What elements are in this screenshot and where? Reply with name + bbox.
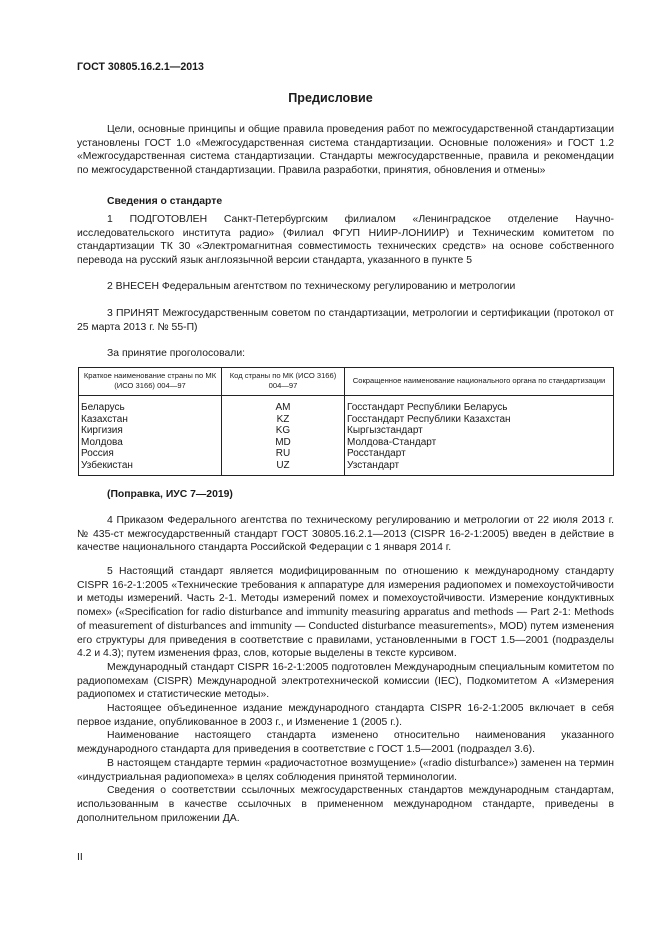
- cell-country: Россия: [79, 448, 222, 460]
- cispr-paragraph: Международный стандарт CISPR 16-2-1:2005 подготовлен Международным специальным комитетом по радиопомехам (CISPR) Международной электротехнической комиссии (IEC), Подкомитетом А «Измерения радиопомех и статистические методы».: [77, 661, 614, 701]
- table-header-row: [79, 368, 614, 396]
- header-code: Код страны по МК (ИСО 3166) 004—97: [222, 368, 345, 396]
- table-row: [79, 414, 614, 426]
- table-row: [79, 396, 614, 414]
- intro-paragraph: [77, 123, 614, 178]
- cell-code: MD: [222, 437, 345, 449]
- item-5-text: 5 Настоящий стандарт является модифицированным по отношению к международному стандарту CISPR 16-2-1:2005 «Технические требования к аппаратуре для измерения радиопомех и помехоустойчивости и методы измерений. Часть 2-1. Методы измерений помех и помехоустойчивости. Измерение кондуктивных помех» («Specification for radio disturbance and immunity measuring apparatus and methods — Part 2-1: Methods of measurement of disturbances and immunity — Conducted disturbance measurements», MOD) путем изменения его структуры для приведения в соответствие с правилами, установленными в ГОСТ 1.5—2001 (подразделы 4.2 и 4.3); путем изменения фраз, слов, которые выделены в тексте курсивом.: [77, 566, 614, 660]
- intro-text: Цели, основные принципы и общие правила проведения работ по межгосударственной стандартизации установлены ГОСТ 1.0 «Межгосударственная система стандартизации. Основные положения» и ГОСТ 1.2 «Межгосударственная система стандартизации. Стандарты межгосударственные, правила и рекомендации по межгосударственной стандартизации. Правила разработки, принятия, обновления и отмены»: [77, 124, 614, 177]
- info-heading-block: [77, 195, 614, 209]
- cell-body: Молдова-Стандарт: [345, 437, 614, 449]
- table-row: [79, 460, 614, 475]
- term-paragraph: В настоящем стандарте термин «радиочастотное возмущение» («radio disturbance») заменен на термин «индустриальная радиопомеха» в целях соблюдения принятой терминологии.: [77, 757, 614, 783]
- info-heading: Сведения о стандарте: [107, 196, 223, 207]
- table-row: [79, 425, 614, 437]
- cell-country: Киргизия: [79, 425, 222, 437]
- cell-body: Росстандарт: [345, 448, 614, 460]
- cell-country: Беларусь: [79, 396, 222, 414]
- item-4: [77, 514, 614, 555]
- amendment-block: [77, 488, 614, 502]
- cell-body: Госстандарт Республики Казахстан: [345, 414, 614, 426]
- page-title: Предисловие: [288, 91, 373, 105]
- cell-body: Кыргызстандарт: [345, 425, 614, 437]
- item-5: [77, 565, 614, 825]
- name-paragraph: Наименование настоящего стандарта изменено относительно наименования указанного международного стандарта для приведения в соответствие с ГОСТ 1.5—2001 (подраздел 3.6).: [77, 730, 614, 756]
- item-3: [77, 307, 614, 334]
- cell-country: Молдова: [79, 437, 222, 449]
- cell-code: RU: [222, 448, 345, 460]
- item-4-text: 4 Приказом Федерального агентства по техническому регулированию и метрологии от 22 июля 2013 г. № 435-ст межгосударственный стандарт ГОСТ 30805.16.2.1—2013 (CISPR 16-2-1:2005) введен в действие в качестве национального стандарта Российской Федерации с 1 января 2014 г.: [77, 515, 614, 554]
- cell-country: Узбекистан: [79, 460, 222, 475]
- references-paragraph: Сведения о соответствии ссылочных межгосударственных стандартов международным стандартам, использованным в качестве ссылочных в примененном международном стандарте, приведены в дополнительном приложении ДА.: [77, 785, 614, 824]
- voted-label-block: [77, 347, 614, 361]
- table-row: [79, 448, 614, 460]
- item-2-text: 2 ВНЕСЕН Федеральным агентством по техническому регулированию и метрологии: [107, 281, 516, 292]
- item-2: [77, 280, 614, 294]
- cell-country: Казахстан: [79, 414, 222, 426]
- amendment-note: (Поправка, ИУС 7—2019): [107, 489, 233, 500]
- table-row: [79, 437, 614, 449]
- cell-body: Госстандарт Республики Беларусь: [345, 396, 614, 414]
- item-1-text: 1 ПОДГОТОВЛЕН Санкт-Петербургским филиалом «Ленинградское отделение Научно-исследовательского института радио» (Филиал ФГУП НИИР-ЛОНИИР) и Техническим комитетом по стандартизации ТК 30 «Электромагнитная совместимость технических средств» на основе собственного перевода на русский язык англоязычной версии стандарта, указанного в пункте 5: [77, 214, 614, 267]
- header-country: Краткое наименование страны по МК (ИСО 3166) 004—97: [79, 368, 222, 396]
- page-number: II: [77, 852, 83, 863]
- item-3-text: 3 ПРИНЯТ Межгосударственным советом по стандартизации, метрологии и сертификации (протокол от 25 марта 2013 г. № 55-П): [77, 308, 614, 333]
- cell-code: AM: [222, 396, 345, 414]
- voted-label: За принятие проголосовали:: [107, 348, 246, 359]
- header-body: Сокращенное наименование национального органа по стандартизации: [345, 368, 614, 396]
- cell-code: KZ: [222, 414, 345, 426]
- voting-table: [78, 367, 614, 476]
- edition-paragraph: Настоящее объединенное издание международного стандарта CISPR 16-2-1:2005 включает в себя первое издание, опубликованное в 2003 г., и Изменение 1 (2005 г.).: [77, 703, 614, 728]
- item-1: [77, 213, 614, 268]
- cell-code: KG: [222, 425, 345, 437]
- cell-body: Узстандарт: [345, 460, 614, 475]
- cell-code: UZ: [222, 460, 345, 475]
- document-id: ГОСТ 30805.16.2.1—2013: [77, 61, 204, 73]
